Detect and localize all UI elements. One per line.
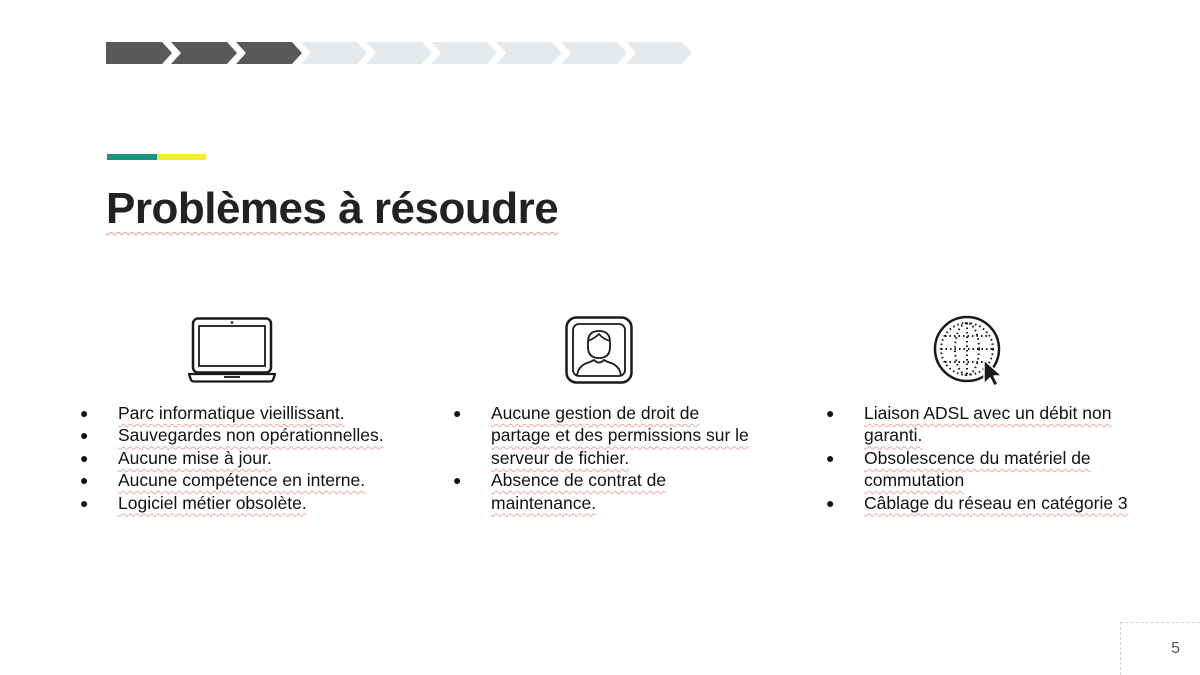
progress-step-pending [301, 42, 367, 64]
problem-list [453, 402, 763, 514]
list-item-text: Logiciel métier obsolète. [118, 492, 307, 513]
slide-title: Problèmes à résoudre [106, 184, 559, 233]
progress-step-pending [366, 42, 432, 64]
bullet-dot: ● [80, 405, 89, 421]
list-item-text: Aucune gestion de droit de partage et des permissions sur le serveur de fichier. [491, 403, 749, 468]
list-item [453, 469, 763, 514]
list-item [80, 469, 410, 491]
accent-segment-teal [107, 154, 157, 160]
problem-list [826, 402, 1146, 514]
problem-column-network [826, 402, 1146, 514]
page-number-box [1120, 622, 1200, 675]
page-number: 5 [1171, 640, 1180, 657]
list-item-text: Absence de contrat de maintenance. [491, 470, 667, 513]
problem-list [80, 402, 410, 514]
user-profile-icon [565, 316, 633, 389]
bullet-dot: ● [826, 494, 835, 511]
accent-segment-yellow [157, 154, 206, 160]
title-accent-bar [107, 154, 206, 160]
bullet-dot: ● [80, 494, 89, 511]
progress-step-pending [626, 42, 692, 64]
list-item-text: Aucune mise à jour. [118, 447, 272, 468]
globe-cursor-icon [932, 314, 1008, 393]
progress-step-complete [106, 42, 172, 64]
bullet-dot: ● [453, 472, 462, 489]
bullet-dot: ● [80, 449, 89, 466]
list-item-text: Obsolescence du matériel de commutation [864, 447, 1091, 491]
progress-step-pending [561, 42, 627, 64]
problem-column-permissions [453, 402, 763, 514]
progress-step-complete [171, 42, 237, 64]
list-item [826, 402, 1146, 447]
progress-step-complete [236, 42, 302, 64]
list-item-text: Liaison ADSL avec un débit non garanti. [864, 403, 1112, 446]
list-item [80, 492, 410, 514]
list-item [80, 447, 410, 469]
bullet-dot: ● [826, 449, 835, 466]
list-item-text: Câblage du réseau en catégorie 3 [864, 492, 1128, 513]
laptop-icon [188, 317, 276, 388]
bullet-dot: ● [826, 405, 835, 421]
list-item-text: Sauvegardes non opérationnelles. [118, 425, 384, 446]
progress-step-pending [431, 42, 497, 64]
list-item [80, 402, 410, 424]
progress-step-pending [496, 42, 562, 64]
bullet-dot: ● [80, 472, 89, 489]
list-item [453, 402, 763, 469]
list-item-text: Aucune compétence en interne. [118, 470, 366, 491]
list-item-text: Parc informatique vieillissant. [118, 403, 345, 423]
list-item [826, 492, 1146, 514]
bullet-dot: ● [453, 405, 462, 421]
bullet-dot: ● [80, 427, 89, 444]
list-item [826, 447, 1146, 492]
problem-column-workstations [80, 402, 410, 514]
progress-stepper [106, 42, 706, 64]
progress-chevrons [106, 42, 706, 64]
list-item [80, 424, 410, 446]
